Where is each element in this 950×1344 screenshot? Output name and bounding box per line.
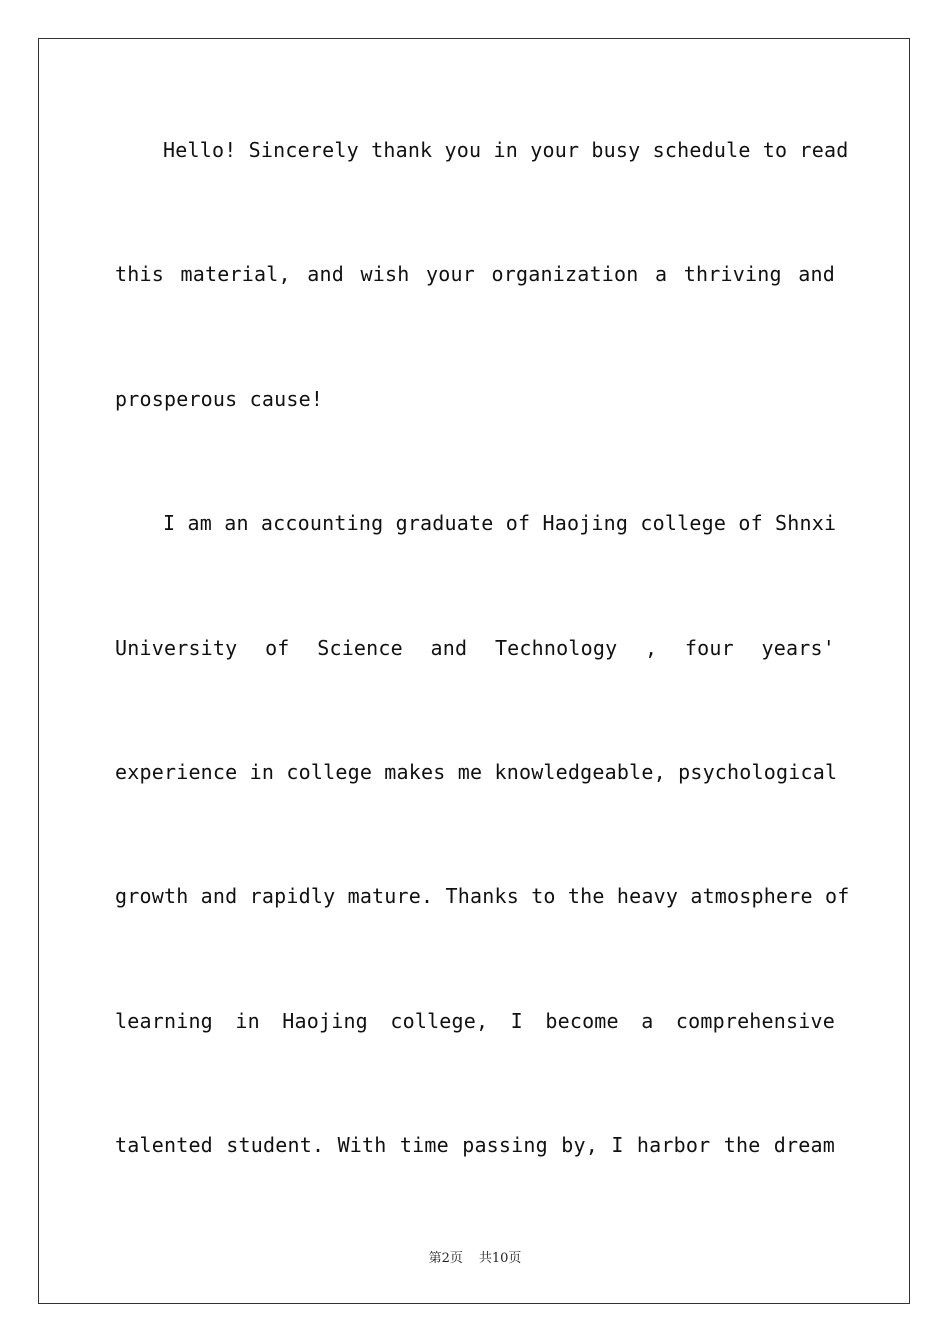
text-line-8: learning in Haojing college, I become a comprehensive — [115, 1009, 835, 1033]
text-line-5: University of Science and Technology , four years' — [115, 636, 835, 660]
page-frame — [38, 38, 910, 1304]
text-line-2: this material, and wish your organization a thriving and — [115, 262, 835, 286]
text-line-1: Hello! Sincerely thank you in your busy schedule to read — [163, 138, 849, 162]
page-number-total: 共10页 — [478, 1251, 522, 1266]
text-line-4: I am an accounting graduate of Haojing college of Shnxi — [163, 511, 837, 535]
page-number-current: 第2页 — [428, 1251, 463, 1266]
text-line-7: growth and rapidly mature. Thanks to the heavy atmosphere of — [115, 884, 850, 908]
text-line-3: prosperous cause! — [115, 387, 324, 411]
text-line-9: talented student. With time passing by, I harbor the dream — [115, 1133, 835, 1157]
page-footer — [0, 1247, 950, 1266]
text-line-6: experience in college makes me knowledgeable, psychological — [115, 760, 838, 784]
